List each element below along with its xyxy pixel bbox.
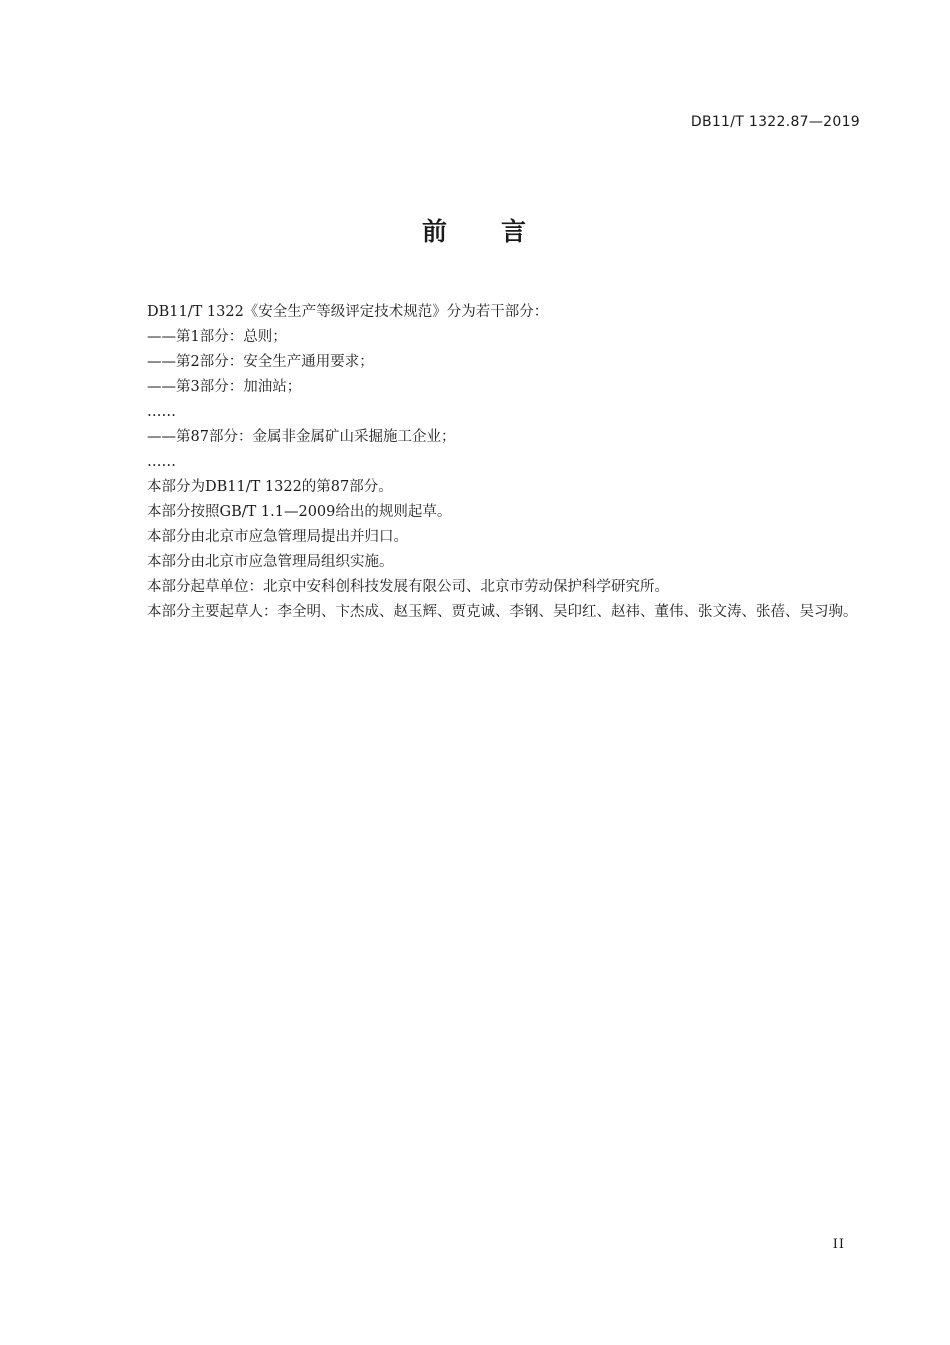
list-item-part-1: ——第1部分：总则；	[147, 329, 287, 345]
paragraph-part-statement: 本部分为DB11/T 1322的第87部分。	[147, 479, 393, 495]
list-ellipsis-2: ……	[147, 454, 176, 470]
list-item-part-87: ——第87部分：金属非金属矿山采掘施工企业；	[147, 429, 456, 445]
foreword-body	[114, 300, 862, 625]
paragraph-proposed-by: 本部分由北京市应急管理局提出并归口。	[147, 529, 408, 545]
title-char-1: 前	[421, 217, 449, 246]
list-ellipsis-1: ……	[147, 404, 176, 420]
paragraph-drafting-rules: 本部分按照GB/T 1.1—2009给出的规则起草。	[147, 504, 452, 520]
paragraph-intro: DB11/T 1322《安全生产等级评定技术规范》分为若干部分：	[147, 304, 549, 320]
paragraph-drafting-units: 本部分起草单位：北京中安科创科技发展有限公司、北京市劳动保护科学研究所。	[147, 579, 669, 595]
paragraph-drafters: 本部分主要起草人：李全明、卞杰成、赵玉辉、贾克诚、李钢、吴印红、赵祎、董伟、张文涛、张蓓、吴习驹。	[147, 604, 858, 620]
paragraph-implemented-by: 本部分由北京市应急管理局组织实施。	[147, 554, 394, 570]
list-item-part-3: ——第3部分：加油站；	[147, 379, 302, 395]
list-item-part-2: ——第2部分：安全生产通用要求；	[147, 354, 374, 370]
document-code: DB11/T 1322.87—2019	[690, 114, 860, 130]
page-title	[0, 212, 950, 248]
page-number: II	[832, 1237, 845, 1252]
title-char-2: 言	[501, 217, 529, 246]
